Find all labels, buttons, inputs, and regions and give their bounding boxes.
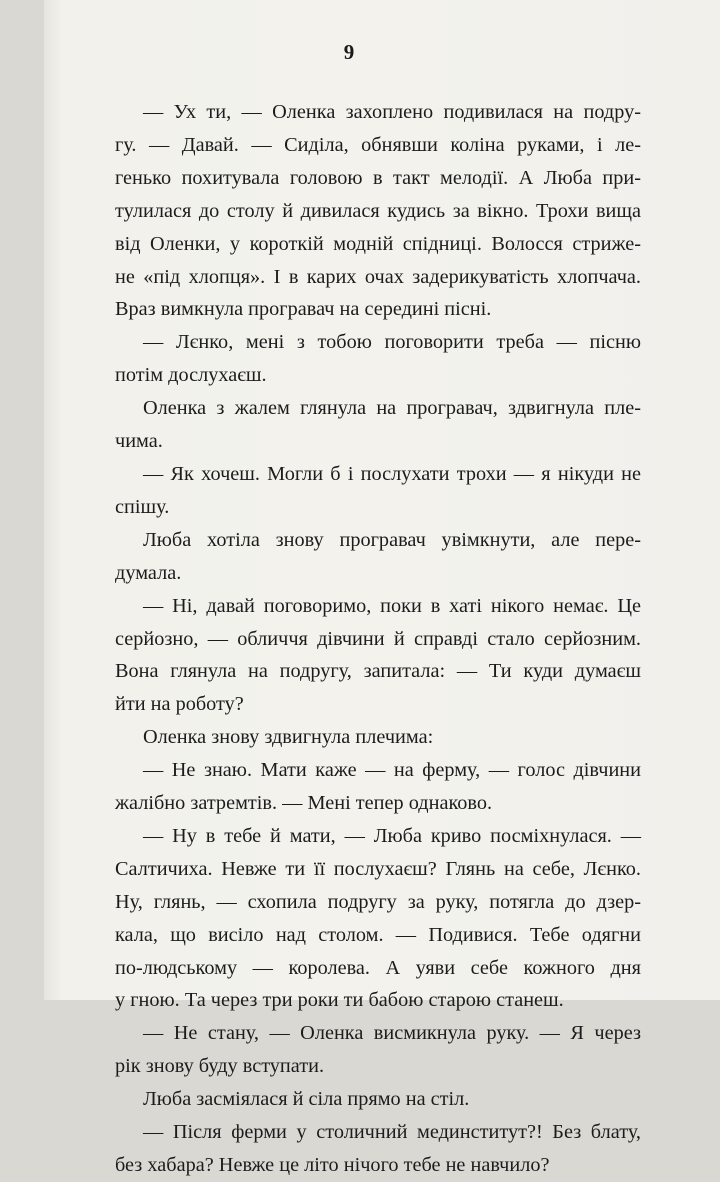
text-line: — Не стану, — Оленка висмикнула руку. — Я через	[143, 1022, 641, 1045]
text-line: Ну, глянь, — схопила подругу за руку, потягла до дзер-	[115, 890, 641, 913]
text-line: Враз вимкнула програвач на середині пісні.	[115, 298, 492, 321]
text-line: йти на роботу?	[115, 693, 244, 716]
text-line: — Ну в тебе й мати, — Люба криво посміхнулася. —	[143, 824, 641, 847]
text-line: у гною. Та через три роки ти бабою старою станеш.	[115, 989, 564, 1012]
text-line: генько похитувала головою в такт мелодії. А Люба при-	[115, 166, 641, 189]
text-line: — Не знаю. Мати каже — на ферму, — голос дівчини	[143, 759, 641, 782]
text-line: Салтичиха. Невже ти її послухаєш? Глянь на себе, Лєнко.	[115, 857, 641, 880]
page-number: 9	[343, 40, 355, 64]
text-line: по-людському — королева. А уяви себе кожного дня	[115, 956, 641, 979]
text-line: Люба засміялася й сіла прямо на стіл.	[143, 1088, 470, 1111]
text-line: гу. — Давай. — Сиділа, обнявши коліна руками, і ле-	[115, 133, 641, 156]
text-line: — Лєнко, мені з тобою поговорити треба — пісню	[143, 331, 641, 354]
text-line: тулилася до столу й дивилася кудись за вікно. Трохи вища	[115, 199, 641, 222]
text-line: — Після ферми у столичний мединститут?! Без блату,	[143, 1121, 641, 1144]
book-page	[44, 0, 720, 1176]
text-line: думала.	[115, 561, 182, 584]
text-line: спішу.	[115, 495, 170, 518]
text-line: Вона глянула на подругу, запитала: — Ти куди думаєш	[115, 660, 641, 683]
text-line: без хабара? Невже це літо нічого тебе не навчило?	[115, 1154, 550, 1176]
text-line: не «під хлопця». І в карих очах задерикуватість хлопчача.	[115, 265, 641, 288]
text-line: Оленка з жалем глянула на програвач, здвигнула пле-	[143, 397, 641, 420]
text-line: — Ні, давай поговоримо, поки в хаті нікого немає. Це	[143, 594, 641, 617]
text-line: чима.	[115, 430, 163, 453]
text-line: — Як хочеш. Могли б і послухати трохи — я нікуди не	[143, 462, 641, 485]
text-line: серйозно, — обличчя дівчини й справді стало серйозним.	[115, 627, 641, 650]
text-line: рік знову буду вступати.	[115, 1055, 325, 1078]
text-line: жалібно затремтів. — Мені тепер однаково.	[115, 792, 493, 815]
text-line: кала, що висіло над столом. — Подивися. Тебе одягни	[115, 923, 641, 946]
text-line: потім дослухаєш.	[115, 364, 267, 387]
body-text	[115, 96, 641, 1182]
text-line: Люба хотіла знову програвач увімкнути, але пере-	[143, 528, 641, 551]
text-line: від Оленки, у короткій модній спідниці. Волосся стриже-	[115, 232, 641, 255]
text-line: Оленка знову здвигнула плечима:	[143, 726, 434, 749]
text-line: — Ух ти, — Оленка захоплено подивилася на подру-	[143, 101, 641, 123]
